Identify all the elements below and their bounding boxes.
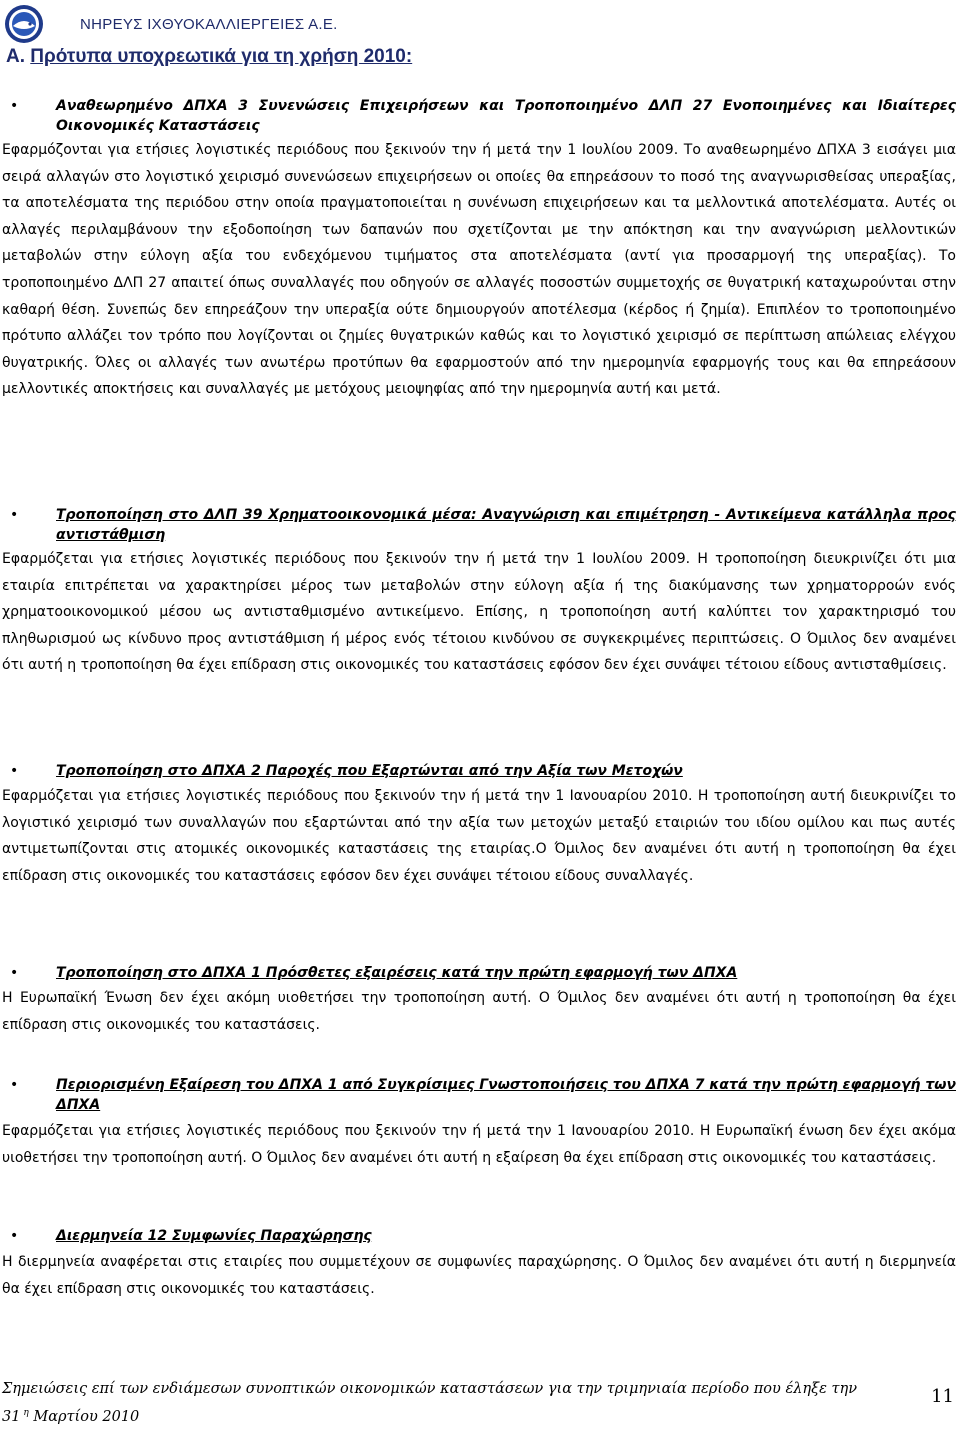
item-body: Η Ευρωπαϊκή Ένωση δεν έχει ακόμη υιοθετήσει την τροποποίηση αυτή. Ο Όμιλος δεν αναμένει ότι αυτή η τροποποίηση θα έχει επίδραση στις οικονομικές του καταστάσεις. xyxy=(2,990,956,1033)
standard-item-6 xyxy=(0,1226,960,1302)
item-heading-text: Διερμηνεία 12 Συμφωνίες Παραχώρησης xyxy=(56,1228,372,1244)
item-heading-text: Περιορισμένη Εξαίρεση του ΔΠΧΑ 1 από Συγκρίσιμες Γνωστοποιήσεις του ΔΠΧΑ 7 κατά την πρώτη εφαρμογή των ΔΠΧΑ xyxy=(56,1077,956,1113)
item-heading-text: Τροποποίηση στο ΔΠΧΑ 1 Πρόσθετες εξαιρέσεις κατά την πρώτη εφαρμογή των ΔΠΧΑ xyxy=(56,965,738,981)
footer-date-sup: η xyxy=(23,1408,29,1418)
item-heading-text: Τροποποίηση στο ΔΠΧΑ 2 Παροχές που Εξαρτώνται από την Αξία των Μετοχών xyxy=(56,763,683,779)
item-heading-text: Τροποποίηση στο ΔΛΠ 39 Χρηματοοικονομικά μέσα: Αναγνώριση και επιμέτρηση - Αντικείμενα κατάλληλα προς αντιστάθμιση xyxy=(56,507,956,543)
bullet-icon: • xyxy=(10,763,19,779)
footer-date-rest: Μαρτίου 2010 xyxy=(33,1408,140,1425)
standard-item-4 xyxy=(0,963,960,1038)
company-logo xyxy=(4,4,44,44)
footer-caption: Σημειώσεις επί των ενδιάμεσων συνοπτικών οικονομικών καταστάσεων για την τριμηνιαία περίοδο που έληξε την xyxy=(2,1381,858,1397)
bullet-icon: • xyxy=(10,1228,19,1244)
footer-date xyxy=(2,1408,139,1425)
item-heading xyxy=(0,963,960,983)
footer-date-day: 31 xyxy=(2,1408,21,1425)
section-title-text: Πρότυπα υποχρεωτικά για τη χρήση 2010: xyxy=(30,46,413,67)
item-body: Εφαρμόζεται για ετήσιες λογιστικές περιόδους που ξεκινούν την ή μετά την 1 Ιανουαρίου 2010. Η τροποποίηση αυτή διευκρινίζει το λογιστικό χειρισμό των συναλλαγών που εξαρτώνται από την αξία των μετοχών μεταξύ εταιριών του ιδίου ομίλου και πως αυτές αντιμετωπίζονται στις ατομικές οικονομικές καταστάσεις της εταιρίας.Ο Όμιλος δεν αναμένει ότι αυτή η τροποποίηση θα έχει επίδραση στις οικονομικές του καταστάσεις εφόσον δεν έχει συνάψει τέτοιου είδους συναλλαγές. xyxy=(2,788,956,884)
item-heading xyxy=(0,96,960,136)
item-body: Εφαρμόζεται για ετήσιες λογιστικές περιόδους που ξεκινούν την ή μετά την 1 Ιουλίου 2009. Η τροποποίηση διευκρινίζει ότι μια εταιρία επιτρέπεται να χαρακτηρίσει μέρος των μεταβολών στην εύλογη αξία ή της διακύμανσης των χρηματορροών ενός χρηματοοικονομικού μέσου ως αντισταθμισμένο αντικείμενο. Επίσης, η τροποποίηση αυτή καλύπτει τον χαρακτηρισμό του πληθωρισμού ως κίνδυνο προς αντιστάθμιση ή μέρος ενός τέτοιου κινδύνου σε συγκεκριμένες περιπτώσεις. Ο Όμιλος δεν αναμένει ότι αυτή η τροποποίηση θα έχει επίδραση στις οικονομικές του καταστάσεις εφόσον δεν έχει συνάψει τέτοιου είδους αντισταθμίσεις. xyxy=(2,551,956,674)
bullet-icon: • xyxy=(10,1077,19,1093)
item-heading xyxy=(0,1226,960,1246)
company-name: ΝΗΡΕΥΣ ΙΧΘΥΟΚΑΛΛΙΕΡΓΕΙΕΣ Α.Ε. xyxy=(80,16,338,33)
section-prefix: Α. xyxy=(6,46,25,67)
standard-item-1 xyxy=(0,96,960,403)
bullet-icon: • xyxy=(10,98,19,114)
standard-item-3 xyxy=(0,761,960,889)
bullet-icon: • xyxy=(10,965,19,981)
standard-item-2 xyxy=(0,505,960,679)
item-body: Εφαρμόζεται για ετήσιες λογιστικές περιόδους που ξεκινούν την ή μετά την 1 Ιανουαρίου 2010. Η Ευρωπαϊκή ένωση δεν έχει ακόμα υιοθετήσει την τροποποίηση αυτή. Ο Όμιλος δεν αναμένει ότι αυτή η εξαίρεση θα έχει επίδραση στις οικονομικές του καταστάσεις. xyxy=(2,1123,956,1166)
bullet-icon: • xyxy=(10,507,19,523)
standard-item-5 xyxy=(0,1075,960,1171)
section-title xyxy=(6,46,412,68)
item-body: Εφαρμόζονται για ετήσιες λογιστικές περιόδους που ξεκινούν την ή μετά την 1 Ιουλίου 2009. Το αναθεωρημένο ΔΠΧΑ 3 εισάγει μια σειρά αλλαγών στο λογιστικό χειρισμό συνενώσεων επιχειρήσεων οι οποίες θα επηρεάσουν το ποσό της αναγνωρισθείσας υπεραξίας, τα αποτελέσματα της περιόδου στην οποία πραγματοποιείται η συνένωση επιχειρήσεων και τα μελλοντικά αποτελέσματα. Αυτές οι αλλαγές περιλαμβάνουν την εξοδοποίηση των δαπανών που σχετίζονται με την απόκτηση και την αναγνώριση μελλοντικών μεταβολών στην εύλογη αξία του ενδεχόμενου τιμήματος στα αποτελέσματα (αντί για προσαρμογή της υπεραξίας). Το τροποποιημένο ΔΛΠ 27 απαιτεί όπως συναλλαγές που οδηγούν σε αλλαγές ποσοστών συμμετοχής σε θυγατρική καταχωρούνται στην καθαρή θέση. Συνεπώς δεν επηρεάζουν την υπεραξία ούτε δημιουργούν αποτέλεσμα (κέρδος ή ζημία). Επιπλέον το τροποποιημένο πρότυπο αλλάζει τον τρόπο που λογίζονται οι ζημίες θυγατρικών καθώς και το λογιστικό χειρισμό σε περίπτωση απώλειας ελέγχου θυγατρικής. Όλες οι αλλαγές των ανωτέρω προτύπων θα εφαρμοστούν από την ημερομηνία εφαρμογής τους και θα επηρεάσουν μελλοντικές αποκτήσεις και συναλλαγές με μετόχους μειοψηφίας από την ημερομηνία αυτή και μετά. xyxy=(2,142,956,398)
page-number: 11 xyxy=(931,1386,954,1407)
item-heading xyxy=(0,761,960,781)
item-body: Η διερμηνεία αναφέρεται στις εταιρίες που συμμετέχουν σε συμφωνίες παραχώρησης. Ο Όμιλος δεν αναμένει ότι αυτή η διερμηνεία θα έχει επίδραση στις οικονομικές του καταστάσεις. xyxy=(2,1254,956,1297)
item-heading xyxy=(0,1075,960,1115)
item-heading-text: Αναθεωρημένο ΔΠΧΑ 3 Συνενώσεις Επιχειρήσεων και Τροποποιημένο ΔΛΠ 27 Ενοποιημένες και Ιδιαίτερες Οικονομικές Καταστάσεις xyxy=(56,98,956,134)
item-heading xyxy=(0,505,960,545)
